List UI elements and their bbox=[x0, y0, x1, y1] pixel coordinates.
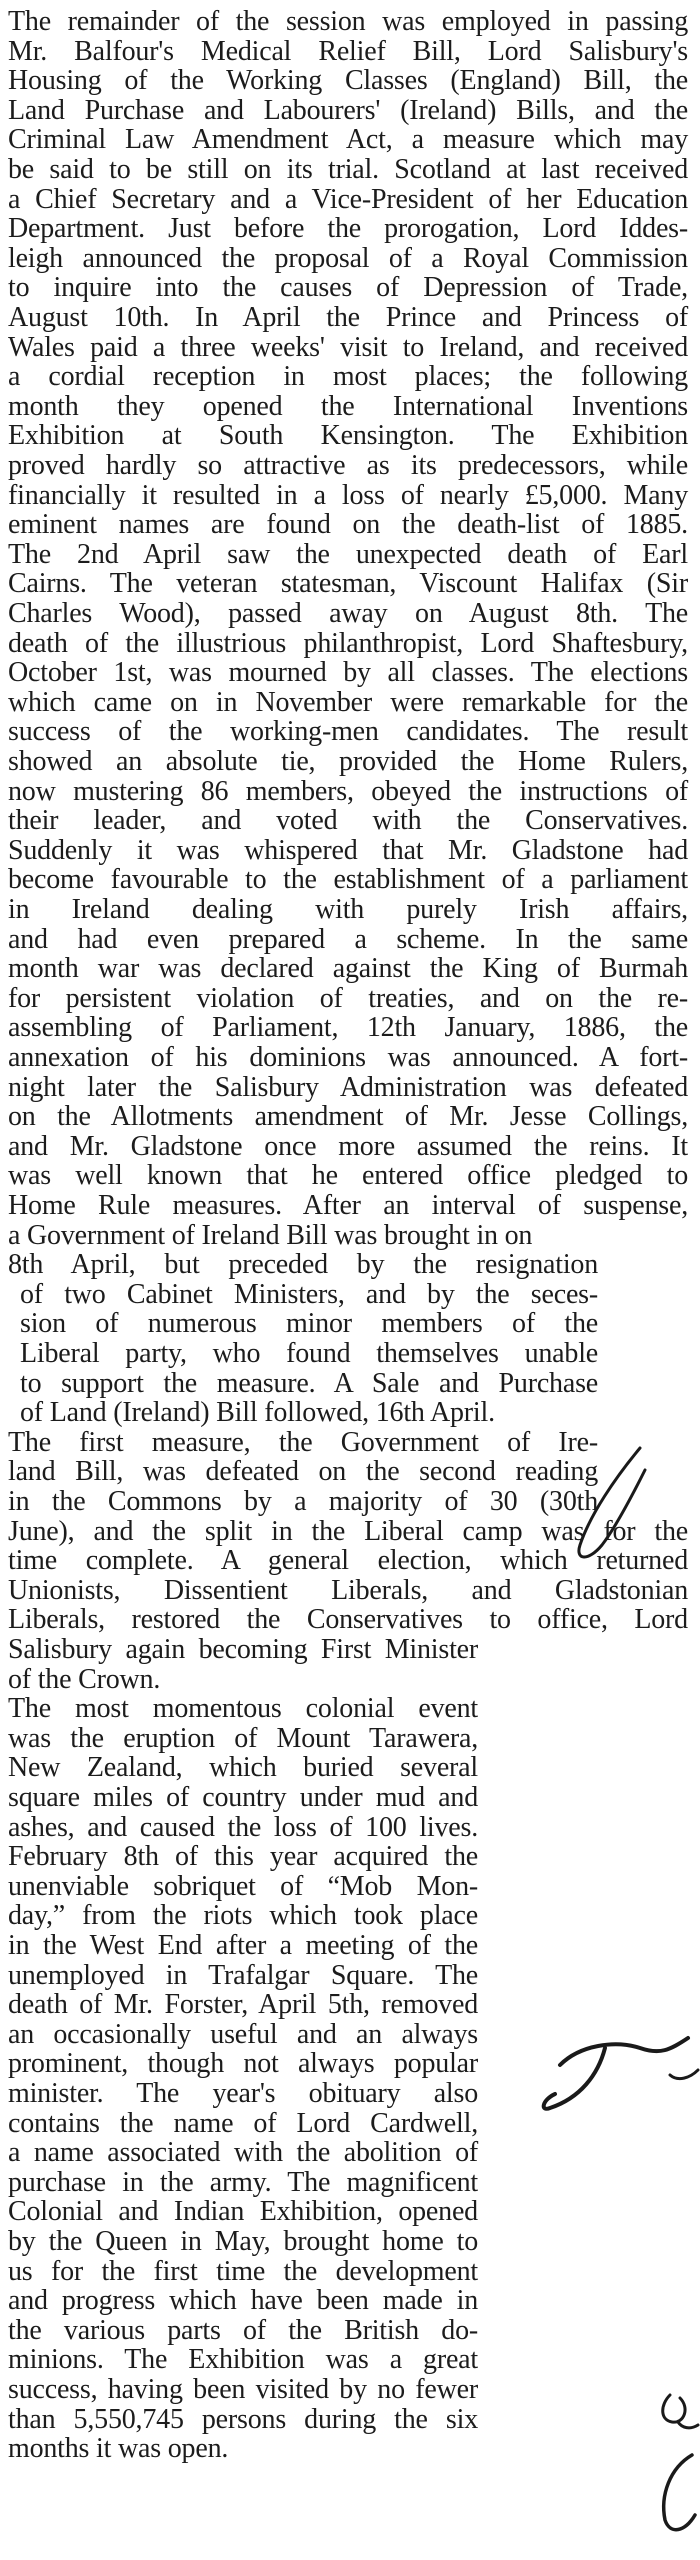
text-line: and Mr. Gladstone once more assumed the reins. It bbox=[8, 1130, 688, 1162]
text-line: to support the measure. A Sale and Purchase bbox=[20, 1367, 598, 1399]
signature-stroke-4 bbox=[670, 2070, 698, 2079]
text-line: unemployed in Trafalgar Square. The bbox=[8, 1959, 478, 1991]
text-line: and had even prepared a scheme. In the same bbox=[8, 923, 688, 955]
text-line: minister. The year's obituary also bbox=[8, 2078, 478, 2109]
text-line: Charles Wood), passed away on August 8th. The bbox=[8, 598, 688, 629]
text-line: October 1st, was mourned by all classes. The elections bbox=[8, 657, 688, 689]
handwritten-signature-fragments bbox=[520, 0, 700, 2560]
text-line: months it was open. bbox=[8, 2433, 229, 2465]
signature-stroke-5 bbox=[663, 2395, 698, 2428]
text-line: proved hardly so attractive as its predecessors, while bbox=[8, 450, 688, 481]
signature-stroke-6 bbox=[664, 2455, 695, 2530]
text-line: eminent names are found on the death-list of 1885. bbox=[8, 509, 688, 541]
text-line: an occasionally useful and an always bbox=[8, 2018, 478, 2050]
text-line: The 2nd April saw the unexpected death of Earl bbox=[8, 538, 688, 570]
text-line: unenviable sobriquet of “Mob Mon- bbox=[8, 1870, 478, 1902]
text-line: in the West End after a meeting of the bbox=[8, 1930, 478, 1961]
text-line: February 8th of this year acquired the bbox=[8, 1841, 478, 1873]
signature-stroke-1 bbox=[579, 1448, 645, 1557]
text-line: August 10th. In April the Prince and Princess of bbox=[8, 302, 688, 333]
text-line: The remainder of the session was employed in passing bbox=[8, 6, 688, 37]
text-line: land Bill, was defeated on the second reading bbox=[8, 1456, 598, 1488]
text-line: time complete. A general election, which returned bbox=[8, 1545, 688, 1577]
text-line: death of the illustrious philanthropist, Lord Shaftesbury, bbox=[8, 627, 688, 659]
text-line: annexation of his dominions was announced. A fort- bbox=[8, 1042, 688, 1073]
text-line: than 5,550,745 persons during the six bbox=[8, 2403, 478, 2435]
text-line: was the eruption of Mount Tarawera, bbox=[8, 1722, 478, 1754]
text-line: assembling of Parliament, 12th January, 1886, the bbox=[8, 1012, 688, 1044]
text-line: in the Commons by a majority of 30 (30th bbox=[8, 1486, 598, 1517]
text-line: Wales paid a three weeks' visit to Ireland, and received bbox=[8, 331, 688, 363]
text-line: contains the name of Lord Cardwell, bbox=[8, 2107, 478, 2139]
text-line: ashes, and caused the loss of 100 lives. bbox=[8, 1811, 478, 1843]
text-line: of Land (Ireland) Bill followed, 16th April. bbox=[20, 1397, 495, 1429]
text-line: in Ireland dealing with purely Irish affairs, bbox=[8, 894, 688, 925]
text-line: Housing of the Working Classes (England) Bill, the bbox=[8, 65, 688, 97]
text-line: Colonial and Indian Exhibition, opened bbox=[8, 2196, 478, 2228]
text-line: which came on in November were remarkable for the bbox=[8, 686, 688, 718]
text-line: be said to be still on its trial. Scotland at last received bbox=[8, 154, 688, 185]
text-line: on the Allotments amendment of Mr. Jesse Collings, bbox=[8, 1101, 688, 1133]
text-line: success of the working-men candidates. The result bbox=[8, 716, 688, 748]
text-line: purchase in the army. The magnificent bbox=[8, 2166, 478, 2198]
text-line: prominent, though not always popular bbox=[8, 2048, 478, 2080]
text-line: a name associated with the abolition of bbox=[8, 2137, 478, 2169]
text-line: Department. Just before the prorogation, Lord Iddes- bbox=[8, 213, 688, 245]
text-line: Unionists, Dissentient Liberals, and Gladstonian bbox=[8, 1574, 688, 1606]
text-line: Home Rule measures. After an interval of suspense, bbox=[8, 1190, 688, 1221]
text-line: now mustering 86 members, obeyed the instructions of bbox=[8, 775, 688, 807]
text-line: and progress which have been made in bbox=[8, 2285, 478, 2317]
signature-stroke-3 bbox=[544, 2048, 605, 2109]
signature-stroke-2 bbox=[560, 2038, 688, 2065]
text-line: day,” from the riots which took place bbox=[8, 1900, 478, 1932]
text-line: of two Cabinet Ministers, and by the seces- bbox=[20, 1278, 598, 1310]
text-line: New Zealand, which buried several bbox=[8, 1752, 478, 1784]
text-line: a Government of Ireland Bill was brought in on bbox=[8, 1219, 533, 1251]
text-line: leigh announced the proposal of a Royal Commission bbox=[8, 242, 688, 274]
text-line: Land Purchase and Labourers' (Ireland) Bills, and the bbox=[8, 94, 688, 126]
text-line: for persistent violation of treaties, and on the re- bbox=[8, 982, 688, 1014]
text-line: was well known that he entered office pledged to bbox=[8, 1160, 688, 1192]
text-line: June), and the split in the Liberal camp was for the bbox=[8, 1515, 688, 1547]
text-line: become favourable to the establishment of a parliament bbox=[8, 864, 688, 896]
text-line: death of Mr. Forster, April 5th, removed bbox=[8, 1989, 478, 2021]
text-line: sion of numerous minor members of the bbox=[20, 1308, 598, 1340]
text-line: a cordial reception in most places; the following bbox=[8, 361, 688, 393]
text-line: Criminal Law Amendment Act, a measure which may bbox=[8, 124, 688, 156]
text-line: Exhibition at South Kensington. The Exhibition bbox=[8, 420, 688, 452]
text-line: Suddenly it was whispered that Mr. Gladstone had bbox=[8, 834, 688, 866]
text-line: The most momentous colonial event bbox=[8, 1693, 478, 1725]
text-line: 8th April, but preceded by the resignation bbox=[8, 1249, 598, 1281]
text-line: night later the Salisbury Administration was defeated bbox=[8, 1071, 688, 1103]
text-line: success, having been visited by no fewer bbox=[8, 2374, 478, 2405]
text-line: of the Crown. bbox=[8, 1663, 161, 1695]
text-line: The first measure, the Government of Ire- bbox=[8, 1426, 598, 1458]
text-line: by the Queen in May, brought home to bbox=[8, 2226, 478, 2257]
text-line: minions. The Exhibition was a great bbox=[8, 2344, 478, 2376]
text-line: financially it resulted in a loss of nearly £5,000. Many bbox=[8, 479, 688, 511]
text-line: month war was declared against the King of Burmah bbox=[8, 953, 688, 985]
text-line: Liberals, restored the Conservatives to office, Lord bbox=[8, 1604, 688, 1636]
text-line: to inquire into the causes of Depression of Trade, bbox=[8, 272, 688, 304]
text-line: month they opened the International Inventions bbox=[8, 390, 688, 422]
text-line: the various parts of the British do- bbox=[8, 2314, 478, 2346]
text-line: Liberal party, who found themselves unable bbox=[20, 1338, 598, 1369]
text-line: us for the first time the development bbox=[8, 2255, 478, 2287]
text-line: their leader, and voted with the Conservatives. bbox=[8, 805, 688, 837]
text-line: Mr. Balfour's Medical Relief Bill, Lord Salisbury's bbox=[8, 35, 688, 67]
text-line: showed an absolute tie, provided the Home Rulers, bbox=[8, 746, 688, 777]
text-line: Salisbury again becoming First Minister bbox=[8, 1634, 478, 1665]
text-line: a Chief Secretary and a Vice-President of her Education bbox=[8, 183, 688, 215]
text-line: Cairns. The veteran statesman, Viscount Halifax (Sir bbox=[8, 568, 688, 600]
text-line: square miles of country under mud and bbox=[8, 1782, 478, 1813]
